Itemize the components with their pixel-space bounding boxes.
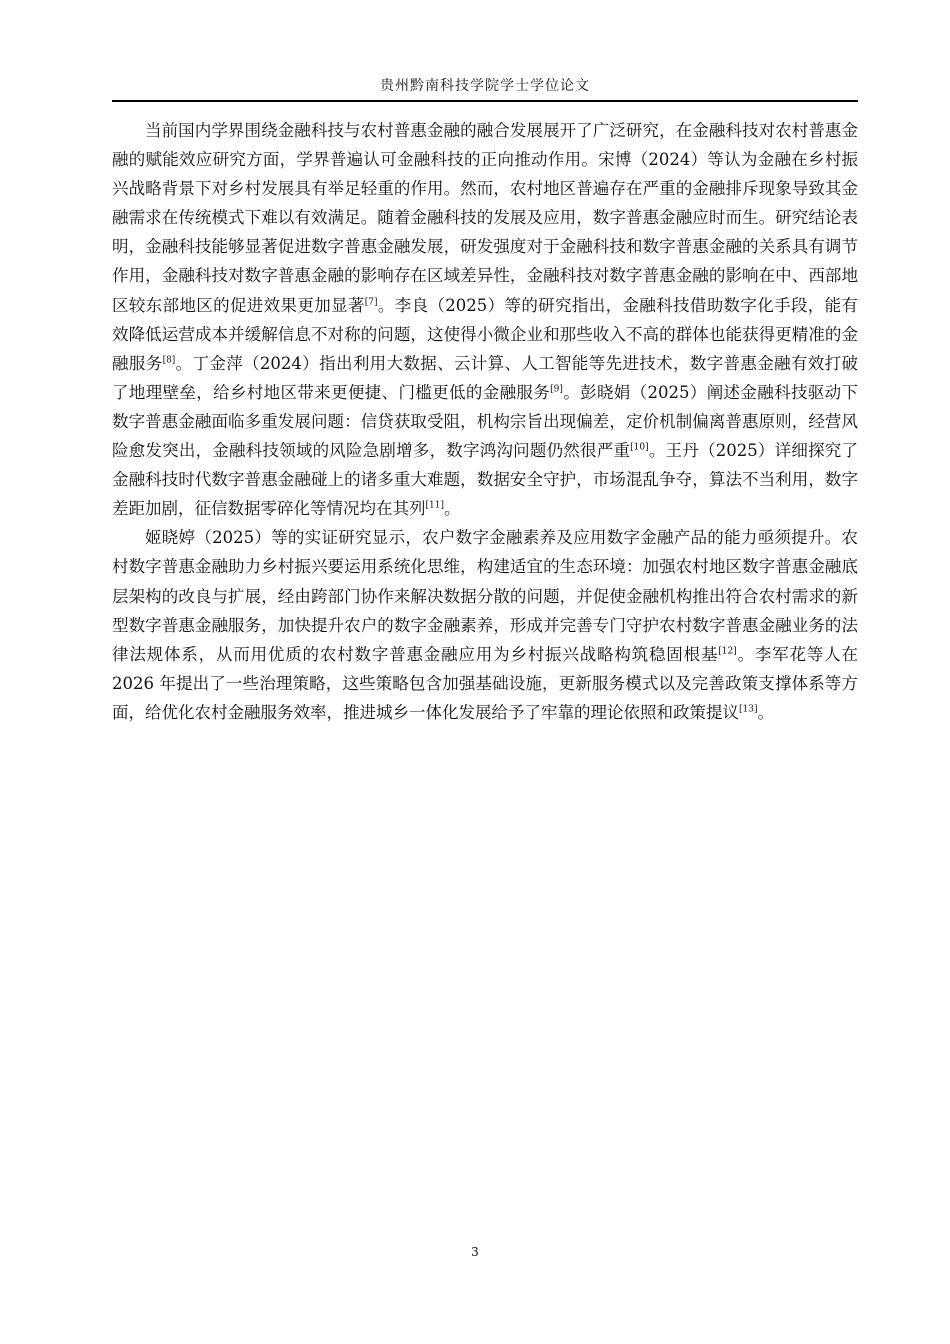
paragraph-text: 。: [757, 702, 774, 722]
body-paragraph: [112, 523, 858, 727]
paragraph-text: 姬晓婷（2025）等的实证研究显示，农户数字金融素养及应用数字金融产品的能力亟须提升。农村数字普惠金融助力乡村振兴要运用系统化思维，构建适宜的生态环境：加强农村地区数字普惠金融底层架构的改良与扩展，经由跨部门协作来解决数据分散的问题，并促使金融机构推出符合农村需求的新型数字普惠金融服务，加快提升农户的数字金融素养，形成并完善专门守护农村数字普惠金融业务的法律法规体系，从而用优质的农村数字普惠金融应用为乡村振兴战略构筑稳固根基: [112, 528, 858, 664]
paragraph-text: 。丁金萍（2024）指出利用大数据、云计算、人工智能等先进技术，数字普惠金融有效打破了地理壁垒，给乡村地区带来更便捷、门槛更低的金融服务: [112, 353, 859, 402]
citation-reference: [9]: [550, 384, 563, 395]
page-number: 3: [471, 1245, 479, 1259]
citation-reference: [8]: [162, 355, 176, 366]
paragraph-text: 。李军花等人在 2026 年提出了一些治理策略，这些策略包含加强基础设施，更新服务模式以及完善政策支撑体系等方面，给优化农村金融服务效率，推进城乡一体化发展给予了牢靠的理论依照和政策提议: [112, 644, 859, 722]
paragraph-text: 。: [443, 499, 461, 519]
paragraph-text: 。彭晓娟（2025）阐述金融科技驱动下数字普惠金融面临多重发展问题：信贷获取受阻，机构宗旨出现偏差，定价机制偏离普惠原则，经营风险愈发突出，金融科技领域的风险急剧增多，数字鸿沟问题仍然很严重: [112, 382, 859, 461]
body-paragraph: [112, 116, 858, 523]
citation-reference: [13]: [739, 704, 758, 715]
paragraph-text: 。王丹（2025）详细探究了金融科技时代数字普惠金融碰上的诸多重大难题，数据安全守护，市场混乱争夺，算法不当利用，数字差距加剧，征信数据零碎化等情况均在其列: [112, 441, 858, 519]
citation-reference: [11]: [425, 500, 444, 511]
paragraph-text: 。李良（2025）等的研究指出，金融科技借助数字化手段，能有效降低运营成本并缓解信息不对称的问题，这使得小微企业和那些收入不高的群体也能获得更精准的金融服务: [112, 295, 859, 373]
citation-reference: [7]: [364, 297, 378, 308]
paragraph-text: 当前国内学界围绕金融科技与农村普惠金融的融合发展展开了广泛研究，在金融科技对农村普惠金融的赋能效应研究方面，学界普遍认可金融科技的正向推动作用。宋博（2024）等认为金融在乡村振兴战略背景下对乡村发展具有举足轻重的作用。然而，农村地区普遍存在严重的金融排斥现象导致其金融需求在传统模式下难以有效满足。随着金融科技的发展及应用，数字普惠金融应时而生。研究结论表明，金融科技能够显著促进数字普惠金融发展，研发强度对于金融科技和数字普惠金融的关系具有调节作用，金融科技对数字普惠金融的影响存在区域差异性，金融科技对数字普惠金融的影响在中、西部地区较东部地区的促进效果更加显著: [112, 121, 858, 315]
body-text: [112, 116, 858, 727]
citation-reference: [10]: [630, 442, 649, 453]
header-divider: [112, 100, 858, 102]
page-header-title: 贵州黔南科技学院学士学位论文: [380, 78, 590, 94]
citation-reference: [12]: [718, 646, 737, 657]
